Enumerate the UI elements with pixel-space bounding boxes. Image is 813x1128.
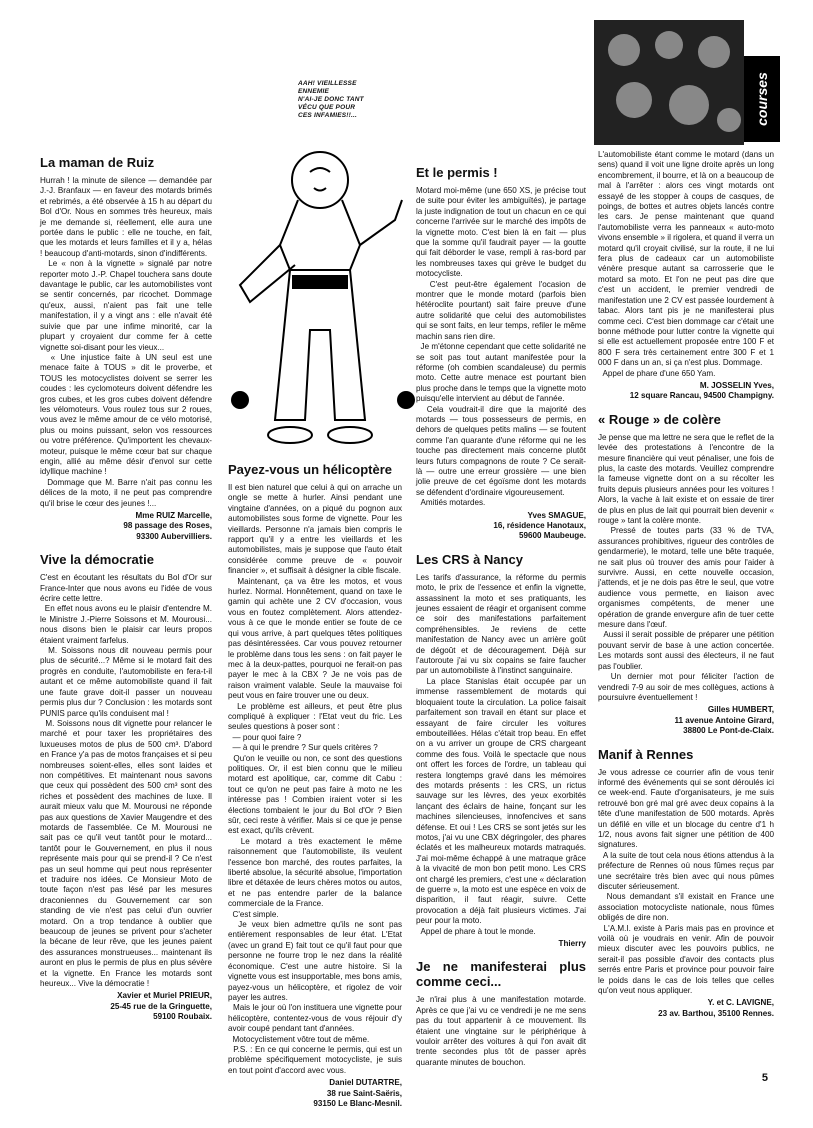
article-body: Je pense que ma lettre ne sera que le reflet de la levée des protestations à l'encontre de la mesure financière qui veut pénaliser, une fois de plus, la caste des motards. Veuillez comprendre la fameuse vignette dont on a su récolter les fruits depuis plusieurs années pour les voitures ! Alors, la vache à lait existe et on essaie de tirer de plus en plus de lait qui pourrait bien devenir « rouge » tant la colère monte. Pressé de toutes parts (33 % de TVA, assurances prohibitives, rigueur des contrôles de gendarmerie), le motard, telle une bête traquée, ne sait plus où trouver des amis pour l'aider à survivre. Aussi, en cette nouvelle occasion, j'attends, et je ne dois pas être le seul, que votre audience vous permette, en liaison avec organismes compétents, de mener une opération de grande envergure afin de tuer cette mesure dans l'œuf. Aussi il serait possible de préparer une pétition pouvant servir de base à une action concertée. Les motards sont aussi des électeurs, il ne faut pas l'oublier. Un dernier mot pour féliciter l'action de vendredi 7-9 au soir de mes collègues, actions à poursuivre éventuellement ! xyxy=(598,432,775,702)
article-signature: Yves SMAGUE, 16, résidence Hanotaux, 59600 Maubeuge. xyxy=(493,510,586,541)
section-badge: courses xyxy=(744,56,780,142)
column-4 xyxy=(598,150,774,1060)
article-title: Vive la démocratie xyxy=(40,552,154,568)
page-number: 5 xyxy=(761,1072,768,1084)
article-signature: Y. et C. LAVIGNE, 23 av. Barthou, 35100 Rennes. xyxy=(658,998,774,1018)
article-body: L'automobiliste étant comme le motard (dans un sens) quand il voit une ligne droite après un long encombrement, il bourre, et là on a beaucoup de mal à l'arrêter : alors ces vingt motards ont essayé de les stopper à coups de casques, de poings, de bottes et autres objets lancés contre les cars. Je pense maintenant que quand l'automobiliste verra les panneaux « auto-moto vivons ensemble » il rigolera, et quand il verra un motard qu'il croyait civilisé, sur la route, il ne lui fera plus de cadeaux car un automobiliste vénère presque autant sa carrosserie que le motard sa moto. Et l'on ne peut pas dire que c'est un accident, le premier vendredi de manifestation une 2 CV est passée lourdement à tabac. Alors tant pis je ne manifesterai plus comme ceci. C'est bien dommage car c'était une bonne méthode pour lutter contre la vignette qui si elle est actuellement proposée entre 100 F et 800 F sera très certainement entre 300 F et 1 000 F dans un an, si ça n'est plus. Dommage. Appel de phare d'une 650 Yam. xyxy=(598,150,774,378)
article-body: Motard moi-même (une 650 XS, je précise tout de suite pour éviter les ambiguïtés), je partage la juste indignation de tout un chacun en ce qui concerne l'arrivée sur le marché des impôts de la vignette moto. C'est bien là en fait — plus que la somme qu'il faudrait payer — la goutte qui fait déborder le vase, rempli à ras-bord par les nombreuses taxes qui grève le budget du motocycliste. C'est peut-être également l'ocasion de montrer que le monde motard (parfois bien hétéroclite pourtant) sait faire preuve d'une autre solidarité que celui des automobilistes qui se sont faits, en leur temps, refiler le même machin sans rien dire. Je m'étonne cependant que cette solidarité ne se soit pas tout autant manifestée pour la réforme (oh combien scandaleuse) du permis moto. Cette autre menace est pourtant bien plus proche dans le temps que la vignette moto puisqu'elle intervient au début de l'année. Cela voudrait-il dire que la majorité des motards — tous possesseurs de permis, en dehors de quelques petits malins — se foutent comme l'an quarante d'une réforme qui ne les touche pas directement mais concerne plutôt leurs futurs compagnons de route ? Ce serait-là — outre une erreur grossière — une bien jolie preuve de cet égoïsme dont les motards se défendent d'ordinaire vigoureusement. Amitiés motardes. xyxy=(416,186,586,508)
article-body: C'est en écoutant les résultats du Bol d'Or sur France-Inter que nous avons eu l'idée de vous écrire cette lettre. En effet nous avons eu le plaisir d'entendre M. le Ministre J.-Pierre Soissons et M. Mourousi... nous disons bien le plaisir car leurs propos étaient vraiment farfelus. M. Soissons nous dit nouveau permis pour plus de sécurité...? Même si le motard fait des progrès en conduite, l'automobiliste en fera-t-il autant et ce même automobiliste quand il fait une faute grave doit-il passer un nouveau permis plus dur ? Conclusion : les motards sont PUNIS parce qu'ils conduisent mal ! M. Soissons nous dit vignette pour relancer le marché et pour taxer les propriétaires des luxueuses motos de plus de 500 cm³. D'abord en France y'a pas de motos françaises et si peu nombreuses soient-elles, elles sont laides et non compétitives. Et maintenant nous savons que ceux qui possèdent des 500 cm³ sont des riches et possèdent des machines de luxe. Il aurait mieux valu que M. Mourousi ne réponde pas aux questions de Xavier Maugendre et des motards de l'assemblée. Ce M. Mourousi ne sait pas ce qu'il veut tantôt pour le motard... tantôt pour le Gouvernement, en plus il nous représente mais pour qui se prend-il ? Ce n'est pas un seul homme qui peut nous représenter et traduire nos idées. Ce Monsieur Moto de toute façon n'est pas lésé par les mesures draconiennes du Gouvernement car son standing de vie n'est pas celui d'un ouvrier motard. On a trop tendance à oublier que beaucoup de jeunes se privent pour s'acheter la bécane de leur rêve, que les jeunes paient des assurances monstrueuses... maintenant ils auront en plus le permis de plus en plus sévère et la vignette. En France les motards sont heureux... Vive la démocratie ! xyxy=(40,573,213,989)
article-body: Il est bien naturel que celui à qui on arrache un ongle se mette à hurler. Ainsi pendant une vingtaine d'années, on a piqué du pognon aux automobilistes sous forme de vignette. Pour les vieillards. Personne n'a jamais bien compris le rapport qu'il y a entre les vieillards et les automobilistes, mais je suppose que l'auto était considérée comme preuve de « pouvoir financier », et suffisait à désigner la cible fiscale. Maintenant, ça va être les motos, et vous hurlez. Normal. Honnêtement, quand on taxe le gamin qui achète une 2 CV d'occasion, vous vous en foutez complètement. Alors attendez-vous à ce que le monde entier se foute de ce qui vous arrive, à part quelques têtes politiques pas désintéressées. Car vous pouvez retourner le problème dans tous les sens : on fait payer le mec à la deux-pattes, pourquoi ne ferait-on pas payer le mec à la CBX ? Je ne vois pas de raison vraiment valable. Seule la mauvaise foi peut vous en faire trouver une ou deux. Le problème est ailleurs, et peut être plus compliqué à expliquer : l'Etat veut du fric. Les seules questions à poser sont : — pour quoi faire ? — à qui le prendre ? Sur quels critères ? Qu'on le veuille ou non, ce sont des questions politiques. Or, il est bien connu que le milieu motard est apolitique, car, comme dit Cabu : tout ce qu'on ne peut pas faire à moto ne les intéresse pas ! Combien iraient voter si les élections tombaient le jour du Bol d'Or ? Bien sûr, ceci reste à vérifier. Mais si ce que je pense est exact, qu'ils crèvent. Le motard a très exactement le même raisonnement que l'automobiliste, ils veulent l'essence bon marché, des routes parfaites, la liberté absolue, la sécurité absolue, l'importation libre et détaxée de leurs chères motos ou autos, et ne pas entendre parler de la balance commerciale de la France. C'est simple. Je veux bien admettre qu'ils ne sont pas entièrement responsables de leur état. L'Etat (avec un grand E) fait tout ce qu'il faut pour que personne ne fourre trop le nez dans la réalité économique. C'est une autre histoire. Si la vignette vous est insupportable, mes bons amis, payez-vous un hélicoptère, et rigolez de voir payer les autres. Mais le jour où l'on instituera une vignette pour hélicoptère, contentez-vous de vous réjouir d'y avoir coupé pendant tant d'années. Motocyclistement vôtre tout de même. P.S. : En ce qui concerne le permis, qui est un problème spécifiquement motocycliste, je suis en tout point d'accord avec vous. xyxy=(228,483,403,1075)
article-signature: Daniel DUTARTRE, 38 rue Saint-Saëris, 93150 Le Blanc-Mesnil. xyxy=(313,1078,402,1108)
column-1 xyxy=(40,155,212,1060)
article-signature: Xavier et Muriel PRIEUR, 25-45 rue de la Gringuette, 59100 Roubaix. xyxy=(110,991,212,1022)
article-title: Payez-vous un hélicoptère xyxy=(228,462,392,477)
article-signature: Thierry xyxy=(558,939,586,949)
article-title: Et le permis ! xyxy=(416,165,498,180)
article-title: La maman de Ruiz xyxy=(40,155,155,170)
column-2 xyxy=(228,462,403,1108)
photo-collage xyxy=(594,20,744,145)
article-body: Je n'irai plus à une manifestation motarde. Après ce que j'ai vu ce vendredi je ne me sens pas du tout appartenir à ce mouvement. Ils étaient une vingtaine sur le périphérique à vouloir arrêter des voitures à qui l'on avait dit trente secondes plus tôt de passer après quarante minutes de bouchon. xyxy=(416,995,589,1067)
article-body: Les tarifs d'assurance, la réforme du permis moto, le prix de l'essence et enfin la vignette, assassinent la moto et ses pratiquants, les jeunes essaient de réagir et organisent comme ce soir des manifestations parfaitement compréhensibles. Je reviens de cette manifestation de Nancy avec un arrière goût de dégoût et de découragement. Déjà sur l'autoroute j'ai vu six copains se faire faucher par un automobiliste à l'instinct sanguinaire. La place Stanislas était occupée par un immense rassemblement de motards qui bloquaient toute la circulation. La police faisait parfaitement son travail en étant sur place et essayant de faire circuler les voitures embouteillées. Hélas c'était trop beau. En effet on a vu arriver un groupe de CRS chargeant comme des fous. Voilà le spectacle que nous ont offert les forces de l'ordre, un tableau qui restera longtemps gravé dans les mémoires des motards présents : les CRS, un rictus sauvage sur les lèvres, des yeux exorbités lançant des éclairs de haine, fonçant sur les machines silencieuses, innofencives et sans défense. Et oui ! Les CRS se sont jetés sur les motos, j'ai vu une CBX dégringoler, des phares éclatés et les malheureux motards matraqués. J'ai moi-même échappé à une matraque grâce à la vivacité de mon bon petit mono. Les CRS ont chargé les premiers, c'est une « déclaration de guerre », la moto est une espèce en voix de disparition, il faut réagir, suivre. Cette provocation a déjà fait plusieurs victimes. J'ai peur pour la moto. Appel de phare à tout le monde. xyxy=(416,572,586,936)
column-3 xyxy=(416,165,589,1067)
article-signature: Mme RUIZ Marcelle, 98 passage des Roses, 93300 Aubervilliers. xyxy=(123,511,212,541)
speech-bubble: AAH! VIEILLESSE ENNEMIE N'AI-JE DONC TANT VÉCU QUE POUR CES INFAMIES!!... xyxy=(298,80,364,119)
article-signature: M. JOSSELIN Yves, 12 square Rancau, 94500 Champigny. xyxy=(629,380,774,401)
article-signature: Gilles HUMBERT, 11 avenue Antoine Girard, 38800 Le Pont-de-Claix. xyxy=(674,705,774,736)
article-body: Hurrah ! la minute de silence — demandée par J.-J. Branfaux — en faveur des motards brimés et rebrimés, a été observée à 15 h au départ du Bol d'Or. Nous en sommes très heureux, mais je me demande si, réellement, elle aura une portée dans le public : elle ne touche, en fait, que les motards et leurs familles et il y a, hélas ! beaucoup d'anti-motards, sinon d'indifférents. Le « non à la vignette » signalé par notre reporter moto J.-P. Chapel touchera sans doute davantage le public, car les automobilistes vont se sentir concernés, par ricochet. Dommage qu'eux, aussi, n'aient pas fait une telle manifestation, il y a vingt ans : elle n'avait été suivie que par une infime minorité, car la plupart y croyaient dur comme fer à cette vignette soi-disant pour les vieux... « Une injustice faite à UN seul est une menace faite à TOUS » dit le proverbe, et TOUS les motocyclistes doivent se serrer les coudes : les cyclomoteurs doivent défendre les gros cubes, et les gros cubes doivent défendre les vélomoteurs. Vous roulez tous sur 2 roues, vous avez le même amour de ce vélo motorisé, plus ou moins puissant, selon vos ressources ou votre préférence. Qu'importent les chevaux-moteur, puisque le même cœur bat sur chaque engin, allié au même désir d'envol sur cette idyllique machine ! Dommage que M. Barre n'ait pas connu les délices de la moto, il ne peut pas comprendre qu'il brise le cœur des jeunes !... xyxy=(40,176,213,508)
article-body: Je vous adresse ce courrier afin de vous tenir informé des événements qui se sont déroulés ici ce week-end. Faute d'organisateurs, je me suis retrouvé bon gré mal gré avec deux copains à la tête d'une manifestation de 500 motards. Après un défilé en ville et un blocage du centre d'1 h 1/2, nous avons fait signer une pétition de 400 signatures. A la suite de tout cela nous étions attendus à la préfecture de Rennes où nous fûmes reçus par une secrétaire très bien avec qui nous pûmes discuter sérieusement. Nous demandant s'il existait en France une association motocycliste nationale, nous fûmes obligés de dire non. L'A.M.I. existe à Paris mais pas en province et voilà où je voudrais en venir. Afin de pouvoir mieux discuter avec les pouvoirs publics, ne serait-il pas possible d'avoir des contacts plus serrés entre Paris et province pour pouvoir faire le poids dans le cas de lois telles que celles qu'on veut nous appliquer. xyxy=(598,767,775,996)
article-title: « Rouge » de colère xyxy=(598,411,721,427)
article-title: Les CRS à Nancy xyxy=(416,551,523,567)
article-title: Je ne manifesterai plus comme ceci... xyxy=(416,959,586,990)
article-title: Manif à Rennes xyxy=(598,746,694,762)
